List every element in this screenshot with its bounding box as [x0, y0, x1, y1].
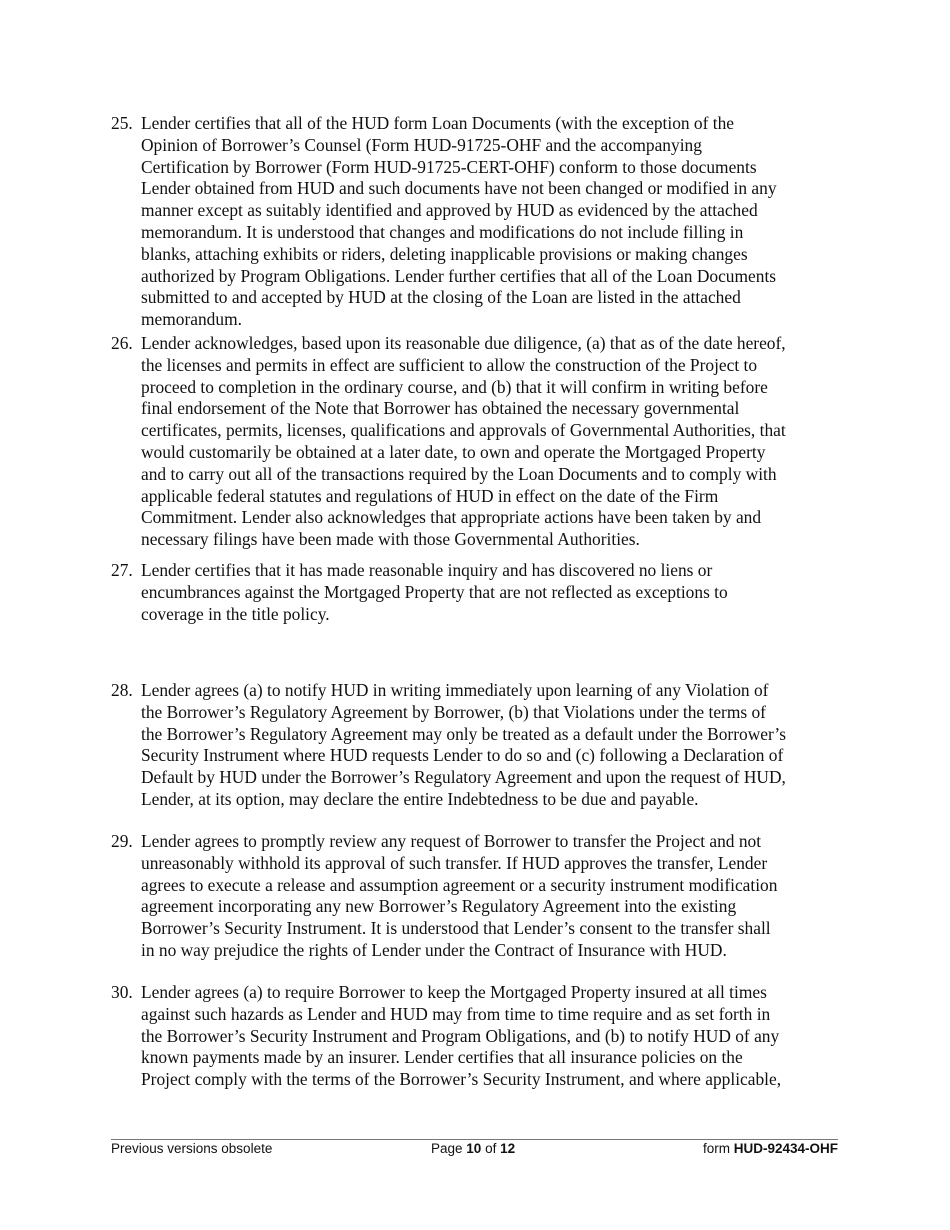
- text-line: against such hazards as Lender and HUD may from time to time require and as set forth in: [141, 1003, 771, 1024]
- text-line: Lender, at its option, may declare the entire Indebtedness to be due and payable.: [141, 788, 699, 809]
- text-line: coverage in the title policy.: [141, 603, 330, 624]
- text-line: in no way prejudice the rights of Lender under the Contract of Insurance with HUD.: [141, 939, 727, 960]
- page-total: 12: [500, 1141, 516, 1156]
- text-line: Opinion of Borrower’s Counsel (Form HUD-91725-OHF and the accompanying: [141, 134, 702, 155]
- text-line: blanks, attaching exhibits or riders, deleting inapplicable provisions or making changes: [141, 243, 748, 264]
- numbered-paragraph: [111, 113, 851, 331]
- text-line: necessary filings have been made with those Governmental Authorities.: [141, 529, 640, 550]
- page-current: 10: [466, 1141, 482, 1156]
- text-line: Certification by Borrower (Form HUD-91725-CERT-OHF) conform to those documents: [141, 156, 757, 177]
- text-line: Lender agrees (a) to require Borrower to keep the Mortgaged Property insured at all times: [141, 982, 767, 1002]
- text-line: final endorsement of the Note that Borrower has obtained the necessary governmental: [141, 398, 740, 419]
- text-line: unreasonably withhold its approval of such transfer. If HUD approves the transfer, Lender: [141, 852, 768, 873]
- text-line: Lender certifies that all of the HUD form Loan Documents (with the exception of the: [141, 113, 735, 133]
- page-of: of: [485, 1141, 497, 1156]
- text-line: Lender agrees (a) to notify HUD in writing immediately upon learning of any Violation of: [141, 680, 769, 700]
- text-line: encumbrances against the Mortgaged Property that are not reflected as exceptions to: [141, 581, 728, 602]
- text-line: the licenses and permits in effect are sufficient to allow the construction of the Project to: [141, 354, 758, 375]
- text-line: Default by HUD under the Borrower’s Regulatory Agreement and upon the request of HUD,: [141, 767, 786, 788]
- page-number: [431, 1141, 515, 1156]
- text-line: Lender acknowledges, based upon its reasonable due diligence, (a) that as of the date hereof,: [141, 333, 786, 353]
- footer-divider: [111, 1139, 838, 1140]
- text-line: memorandum. It is understood that changes and modifications do not include filling in: [141, 221, 744, 242]
- text-line: Lender agrees to promptly review any request of Borrower to transfer the Project and not: [141, 831, 762, 851]
- text-line: Commitment. Lender also acknowledges that appropriate actions have been taken by and: [141, 507, 762, 528]
- numbered-paragraph: [111, 680, 851, 811]
- text-line: Lender certifies that it has made reasonable inquiry and has discovered no liens or: [141, 560, 713, 580]
- text-line: the Borrower’s Regulatory Agreement by Borrower, (b) that Violations under the terms of: [141, 701, 766, 722]
- paragraph-number: 26.: [111, 333, 133, 353]
- paragraph-number: 30.: [111, 982, 133, 1002]
- numbered-paragraph: [111, 333, 851, 551]
- text-line: Security Instrument where HUD requests Lender to do so and (c) following a Declaration of: [141, 745, 784, 766]
- text-line: the Borrower’s Regulatory Agreement may only be treated as a default under the Borrower’s: [141, 723, 787, 744]
- text-line: submitted to and accepted by HUD at the closing of the Loan are listed in the attached: [141, 287, 741, 308]
- form-id: HUD-92434-OHF: [733, 1141, 838, 1156]
- text-line: manner except as suitably identified and approved by HUD as evidenced by the attached: [141, 200, 758, 221]
- text-line: would customarily be obtained at a later date, to own and operate the Mortgaged Property: [141, 441, 766, 462]
- paragraph-text: [141, 831, 851, 962]
- form-prefix: form: [702, 1141, 730, 1156]
- numbered-paragraph: [111, 982, 851, 1091]
- text-line: agreement incorporating any new Borrower’s Regulatory Agreement into the existing: [141, 896, 737, 917]
- paragraph-number: 28.: [111, 680, 133, 700]
- footer-obsolete-note: Previous versions obsolete: [111, 1141, 273, 1156]
- text-line: Lender obtained from HUD and such documents have not been changed or modified in any: [141, 178, 777, 199]
- paragraph-text: [141, 982, 851, 1091]
- paragraph-text: [141, 113, 851, 331]
- text-line: applicable federal statutes and regulations of HUD in effect on the date of the Firm: [141, 485, 719, 506]
- text-line: Project comply with the terms of the Borrower’s Security Instrument, and where applicable,: [141, 1069, 782, 1090]
- text-line: memorandum.: [141, 309, 242, 330]
- paragraph-number: 25.: [111, 113, 133, 133]
- paragraph-text: [141, 333, 851, 551]
- page-prefix: Page: [431, 1141, 463, 1156]
- text-line: proceed to completion in the ordinary course, and (b) that it will confirm in writing before: [141, 376, 768, 397]
- paragraph-text: [141, 560, 851, 625]
- paragraph-number: 29.: [111, 831, 133, 851]
- form-number: [703, 1141, 838, 1156]
- text-line: known payments made by an insurer. Lender certifies that all insurance policies on the: [141, 1047, 743, 1068]
- text-line: the Borrower’s Security Instrument and Program Obligations, and (b) to notify HUD of any: [141, 1025, 780, 1046]
- text-line: agrees to execute a release and assumption agreement or a security instrument modification: [141, 874, 778, 895]
- paragraph-number: 27.: [111, 560, 133, 580]
- numbered-paragraph: [111, 831, 851, 962]
- page-footer: [111, 1141, 838, 1159]
- text-line: Borrower’s Security Instrument. It is understood that Lender’s consent to the transfer shall: [141, 918, 771, 939]
- text-line: certificates, permits, licenses, qualifications and approvals of Governmental Authorities, that: [141, 420, 786, 441]
- paragraph-text: [141, 680, 851, 811]
- numbered-paragraph: [111, 560, 851, 625]
- text-line: authorized by Program Obligations. Lender further certifies that all of the Loan Documents: [141, 265, 777, 286]
- text-line: and to carry out all of the transactions required by the Loan Documents and to comply with: [141, 463, 777, 484]
